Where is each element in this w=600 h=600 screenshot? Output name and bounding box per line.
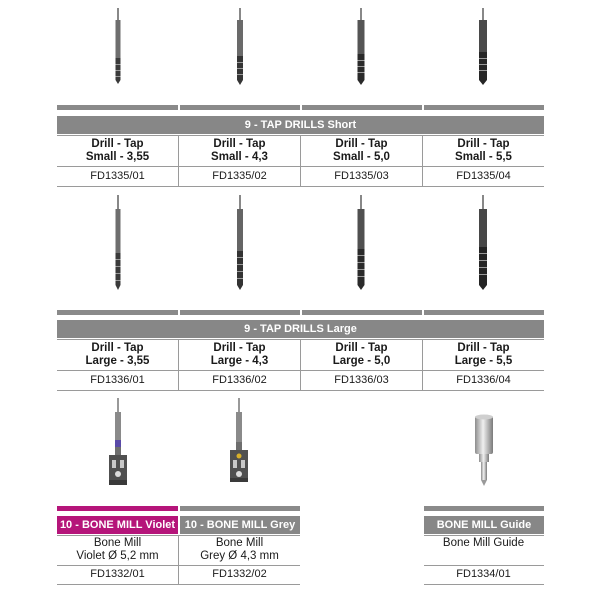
top-bar [424, 506, 544, 511]
product-code: FD1335/04 [456, 170, 511, 182]
drill-image-large-4 [423, 195, 543, 295]
top-bar [302, 105, 422, 110]
product-name-line: Drill - Tap [213, 342, 266, 354]
product-name-line: Drill - Tap [335, 138, 388, 150]
product-name [179, 537, 300, 563]
product-name [423, 537, 544, 550]
product-code: FD1332/02 [212, 568, 267, 580]
product-size-line: Small - 5,0 [333, 151, 390, 163]
product-name-line: Bone Mill [93, 537, 142, 549]
product-size-line: Small - 3,55 [85, 151, 150, 163]
product-name-line: Drill - Tap [213, 138, 266, 150]
column-divider [178, 136, 179, 186]
divider [57, 186, 544, 187]
product-name-line: Drill - Tap [91, 342, 144, 354]
product-size-line: Large - 4,3 [210, 355, 269, 367]
product-size-line: Large - 3,55 [85, 355, 150, 367]
product-name-line: Drill - Tap [457, 138, 510, 150]
column-divider [178, 535, 179, 585]
drill-image-large-1 [58, 195, 178, 295]
product-size-line: Small - 4,3 [211, 151, 268, 163]
product-code: FD1334/01 [456, 568, 511, 580]
drill-image-large-2 [180, 195, 300, 295]
product-size-line: Large - 5,0 [332, 355, 391, 367]
product-size-line: Small - 5,5 [455, 151, 512, 163]
top-bar [302, 310, 422, 315]
top-bar [424, 310, 544, 315]
bone-mill-violet-image [58, 398, 178, 492]
drill-image-large-3 [301, 195, 421, 295]
column-divider [178, 340, 179, 390]
drill-image-short-4 [423, 8, 543, 88]
product-name-line: Bone Mill Guide [442, 537, 525, 549]
drill-image-short-2 [180, 8, 300, 88]
divider [424, 584, 544, 585]
divider [57, 390, 544, 391]
bone-mill-guide-image [424, 412, 544, 492]
product-name-line: Bone Mill [215, 537, 264, 549]
product-code: FD1332/01 [90, 568, 145, 580]
product-code: FD1335/01 [90, 170, 145, 182]
section-header-large: 9 - TAP DRILLS Large [57, 320, 544, 338]
divider [424, 565, 544, 566]
divider [424, 535, 544, 536]
product-name [57, 342, 178, 368]
product-name [179, 138, 300, 164]
column-divider [422, 136, 423, 186]
section-header-bone-mill-guide: BONE MILL Guide [424, 516, 544, 534]
product-name [301, 342, 422, 368]
product-name-line: Drill - Tap [91, 138, 144, 150]
product-name [57, 537, 178, 563]
product-code: FD1336/02 [212, 374, 267, 386]
product-code: FD1335/02 [212, 170, 267, 182]
drill-image-short-3 [301, 8, 421, 88]
top-bar [180, 105, 300, 110]
bone-mill-grey-image [179, 398, 299, 492]
product-name [179, 342, 300, 368]
drill-image-short-1 [58, 8, 178, 88]
product-size-line: Grey Ø 4,3 mm [200, 550, 279, 562]
product-size-line: Violet Ø 5,2 mm [76, 550, 159, 562]
top-bar [57, 105, 178, 110]
top-bar-violet [57, 506, 178, 511]
product-name-line: Drill - Tap [335, 342, 388, 354]
product-code: FD1336/01 [90, 374, 145, 386]
product-code: FD1336/04 [456, 374, 511, 386]
product-name-line: Drill - Tap [457, 342, 510, 354]
section-header-bone-mill-violet: 10 - BONE MILL Violet [57, 516, 178, 534]
product-name [423, 342, 544, 368]
column-divider [300, 136, 301, 186]
product-code: FD1335/03 [334, 170, 389, 182]
top-bar [180, 310, 300, 315]
product-size-line: Large - 5,5 [454, 355, 513, 367]
product-name [423, 138, 544, 164]
column-divider [300, 340, 301, 390]
column-divider [422, 340, 423, 390]
section-header-short: 9 - TAP DRILLS Short [57, 116, 544, 134]
top-bar [180, 506, 300, 511]
product-name [57, 138, 178, 164]
product-code: FD1336/03 [334, 374, 389, 386]
product-name [301, 138, 422, 164]
top-bar [424, 105, 544, 110]
top-bar [57, 310, 178, 315]
section-header-bone-mill-grey: 10 - BONE MILL Grey [180, 516, 300, 534]
